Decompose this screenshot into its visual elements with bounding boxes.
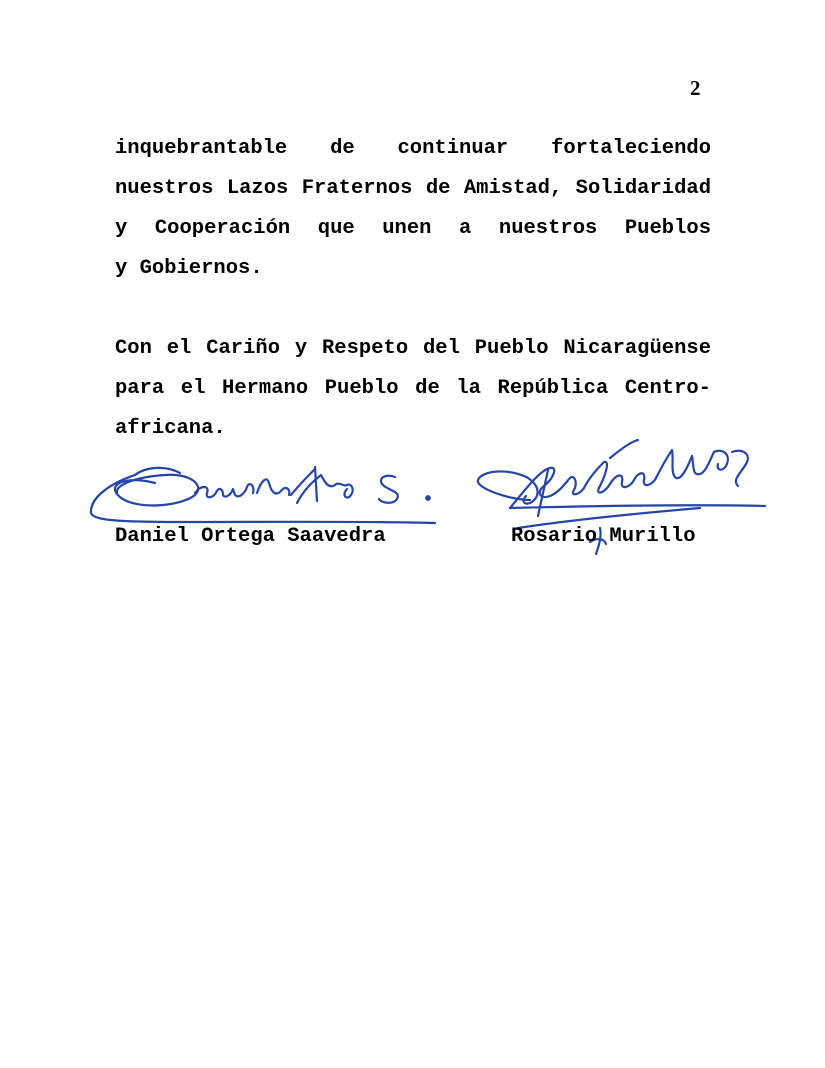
paragraph-line: y Gobiernos. bbox=[115, 257, 263, 280]
paragraph-line: africana. bbox=[115, 417, 226, 440]
paragraph-line: y Cooperación que unen a nuestros Pueblos bbox=[115, 217, 711, 240]
paragraph-line: nuestros Lazos Fraternos de Amistad, Solidaridad bbox=[115, 177, 711, 200]
paragraph-line: Con el Cariño y Respeto del Pueblo Nicaragüense bbox=[115, 337, 711, 360]
paragraph-line: para el Hermano Pueblo de la República Centro- bbox=[115, 377, 711, 400]
signature-daniel-ortega bbox=[85, 455, 445, 530]
signatory-name-daniel-ortega: Daniel Ortega Saavedra bbox=[115, 525, 386, 548]
signatory-name-rosario-murillo: Rosario Murillo bbox=[511, 525, 696, 548]
page-number: 2 bbox=[690, 76, 701, 100]
paragraph-line: inquebrantable de continuar fortaleciendo bbox=[115, 137, 711, 160]
